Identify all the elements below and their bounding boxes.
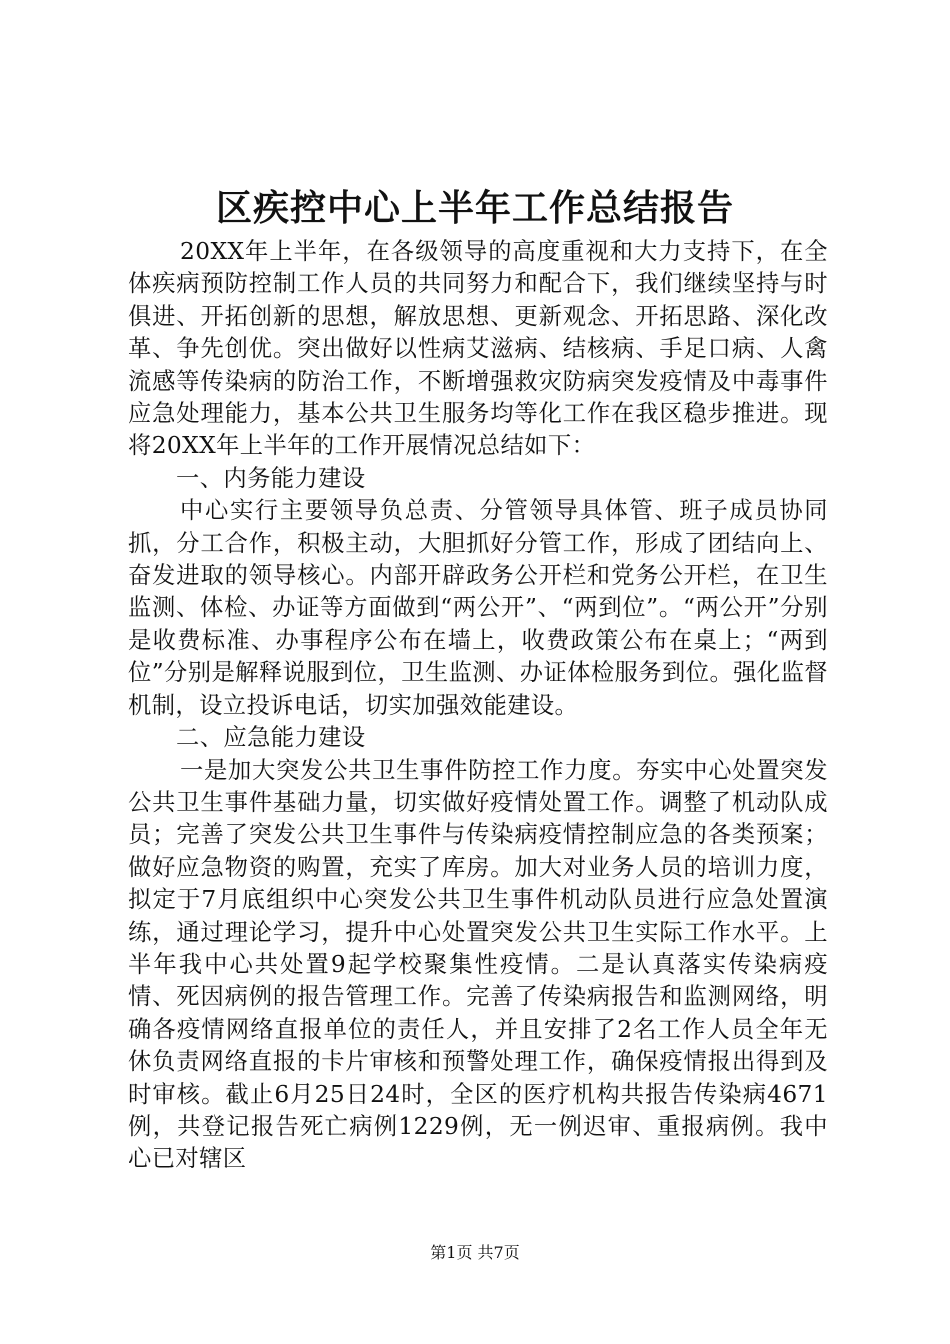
internal-capacity-paragraph: 中心实行主要领导负总责、分管领导具体管、班子成员协同抓，分工合作，积极主动，大胆抓好分管工作，形成了团结向上、奋发进取的领导核心。内部开辟政务公开栏和党务公开栏，在卫生监测、体检、办证等方面做到“两公开”、“两到位”。“两公开”分别是收费标准、办事程序公布在墙上，收费政策公布在桌上；“两到位”分别是解释说服到位，卫生监测、办证体检服务到位。强化监督机制，设立投诉电话，切实加强效能建设。 xyxy=(128,497,828,719)
page-number-footer: 第1页 共7页 xyxy=(430,1243,520,1262)
emergency-capacity-paragraph: 一是加大突发公共卫生事件防控工作力度。夯实中心处置突发公共卫生事件基础力量，切实做好疫情处置工作。调整了机动队成员；完善了突发公共卫生事件与传染病疫情控制应急的各类预案；做好应急物资的购置，充实了库房。加大对业务人员的培训力度，拟定于7月底组织中心突发公共卫生事件机动队员进行应急处置演练，通过理论学习，提升中心处置突发公共卫生实际工作水平。上半年我中心共处置9起学校聚集性疫情。二是认真落实传染病疫情、死因病例的报告管理工作。完善了传染病报告和监测网络，明确各疫情网络直报单位的责任人，并且安排了2名工作人员全年无休负责网络直报的卡片审核和预警处理工作，确保疫情报出得到及时审核。截止6月25日24时，全区的医疗机构共报告传染病4671例，共登记报告死亡病例1229例，无一例迟审、重报病例。我中心已对辖区 xyxy=(128,756,828,1173)
document-body xyxy=(128,236,828,1176)
section-heading-internal: 一、内务能力建设 xyxy=(176,464,366,492)
section-heading-emergency: 二、应急能力建设 xyxy=(176,724,366,752)
document-title: 区疾控中心上半年工作总结报告 xyxy=(215,187,734,229)
intro-paragraph: 20XX年上半年，在各级领导的高度重视和大力支持下，在全体疾病预防控制工作人员的共同努力和配合下，我们继续坚持与时俱进、开拓创新的思想，解放思想、更新观念、开拓思路、深化改革、争先创优。突出做好以性病艾滋病、结核病、手足口病、人禽流感等传染病的防治工作，不断增强救灾防病突发疫情及中毒事件应急处理能力，基本公共卫生服务均等化工作在我区稳步推进。现将20XX年上半年的工作开展情况总结如下： xyxy=(128,238,828,460)
